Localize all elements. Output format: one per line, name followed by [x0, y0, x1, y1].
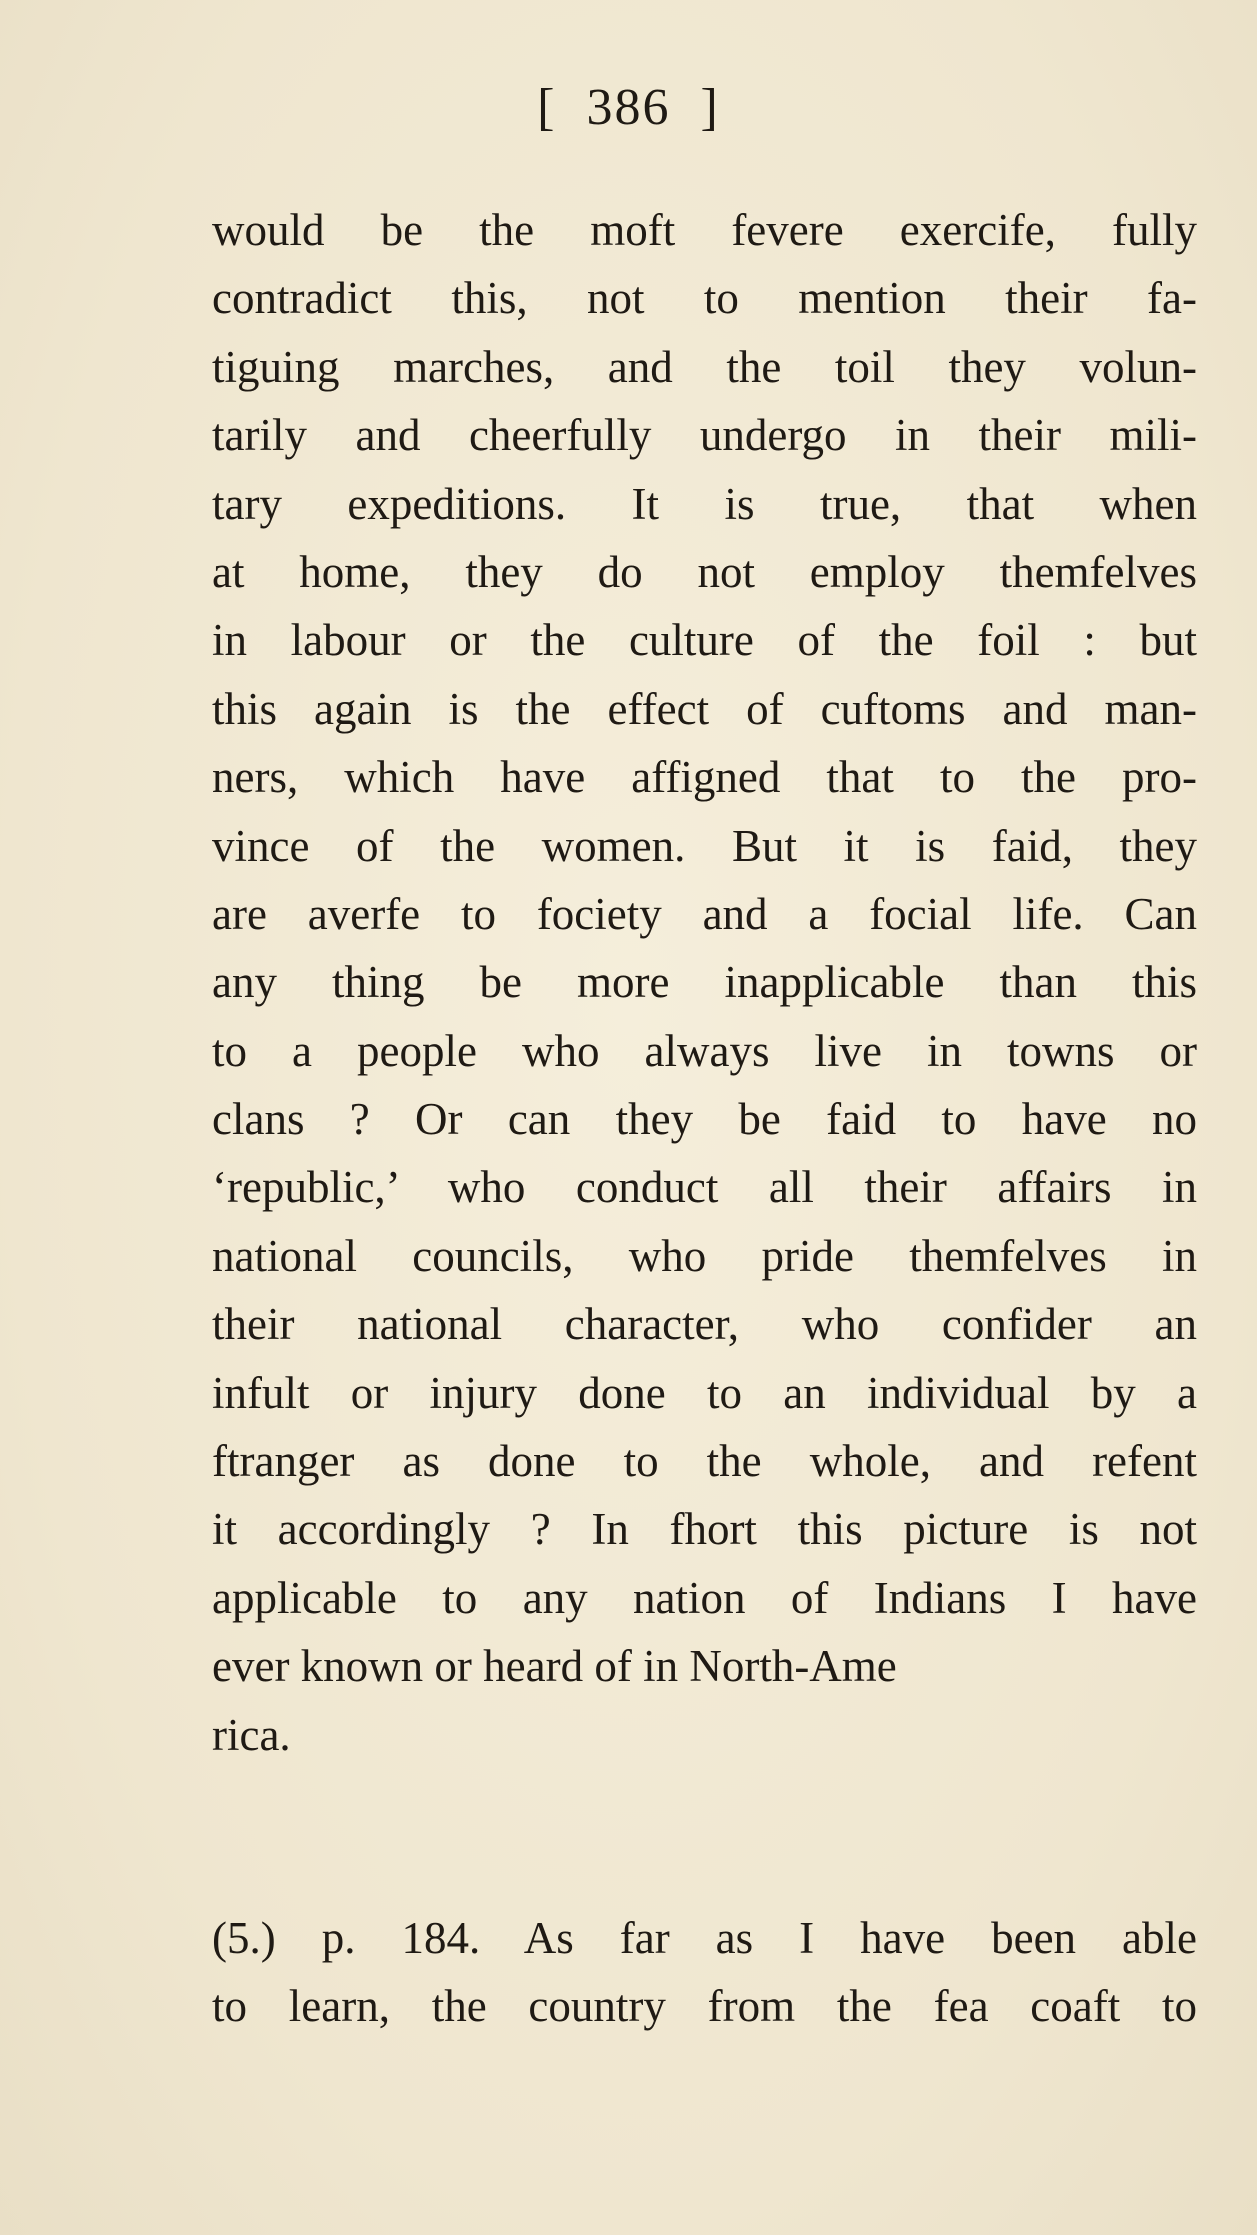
text-line: infult or injury done to an individual by a [212, 1367, 1197, 1418]
page-header [0, 78, 1257, 138]
footnote-paragraph [212, 1904, 1197, 2041]
text-line: national councils, who pride themfelves in [212, 1230, 1197, 1281]
text-line: any thing be more inapplicable than this [212, 957, 1197, 1008]
text-line: are averfe to fociety and a focial life. Can [212, 888, 1197, 939]
text-line: rica. [212, 1709, 291, 1760]
body-paragraph [212, 196, 1197, 1769]
text-line: vince of the women. But it is faid, they [212, 820, 1197, 871]
text-line: ftranger as done to the whole, and refent [212, 1436, 1197, 1487]
text-line: it accordingly ? In fhort this picture is not [212, 1504, 1197, 1555]
text-line: to a people who always live in towns or [212, 1025, 1197, 1076]
text-line: ners, which have affigned that to the pro- [212, 752, 1197, 803]
text-line: at home, they do not employ themfelves [212, 546, 1197, 597]
text-line: ‘republic,’ who conduct all their affairs in [212, 1162, 1197, 1213]
text-line: ever known or heard of in North-Ame [212, 1641, 897, 1692]
text-line: would be the moft fevere exercife, fully [212, 205, 1197, 255]
text-line: in labour or the culture of the foil : but [212, 615, 1197, 666]
text-line: this again is the effect of cuftoms and man- [212, 683, 1197, 734]
text-line: tiguing marches, and the toil they volun- [212, 341, 1197, 392]
text-line: applicable to any nation of Indians I have [212, 1572, 1197, 1623]
text-line: tary expeditions. It is true, that when [212, 478, 1197, 529]
text-line: their national character, who confider an [212, 1299, 1197, 1350]
text-line: tarily and cheerfully undergo in their mili- [212, 410, 1197, 461]
note-line: (5.) p. 184. As far as I have been able [212, 1913, 1197, 1963]
bracket-open: [ [537, 79, 557, 136]
page-number: 386 [586, 79, 671, 136]
text-line: clans ? Or can they be faid to have no [212, 1094, 1197, 1145]
bracket-close: ] [700, 79, 720, 136]
text-line: contradict this, not to mention their fa- [212, 273, 1197, 324]
note-line: to learn, the country from the fea coaft to [212, 1981, 1197, 2032]
